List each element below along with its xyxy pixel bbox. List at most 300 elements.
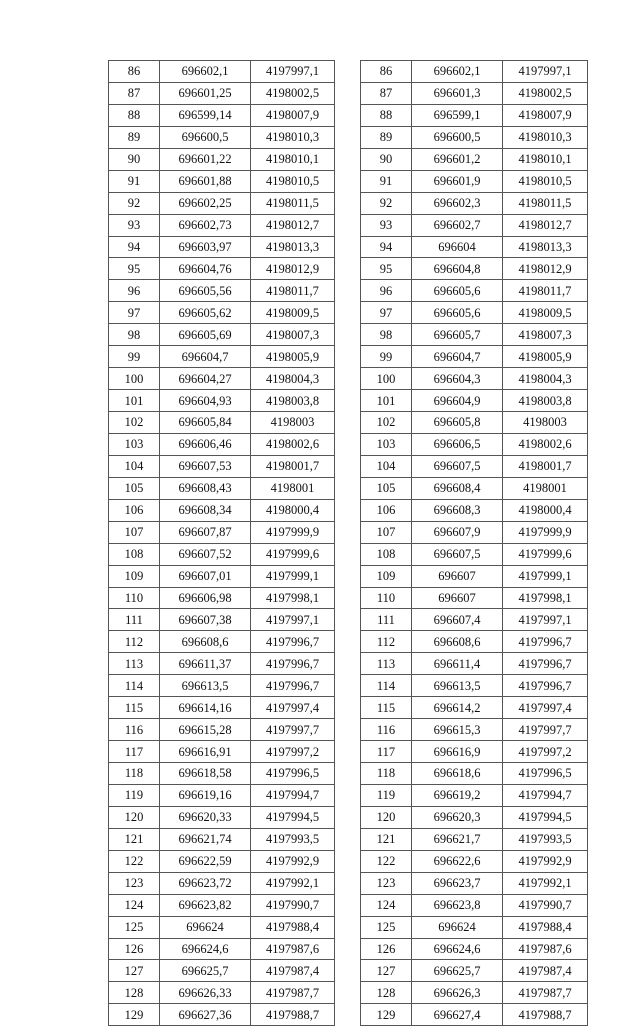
y-coordinate-cell: 4197997,1: [503, 61, 588, 83]
table-row: [109, 280, 335, 302]
point-number-cell: 87: [109, 82, 160, 104]
x-coordinate-cell: 696600,5: [160, 126, 251, 148]
point-number-cell: 93: [361, 214, 412, 236]
point-number-cell: 109: [109, 565, 160, 587]
point-number-cell: 128: [109, 982, 160, 1004]
point-number-cell: 108: [361, 543, 412, 565]
x-coordinate-cell: 696618,6: [412, 763, 503, 785]
point-number-cell: 106: [361, 499, 412, 521]
y-coordinate-cell: 4198002,6: [251, 433, 335, 455]
table-row: [361, 433, 588, 455]
x-coordinate-cell: 696605,8: [412, 412, 503, 434]
point-number-cell: 96: [361, 280, 412, 302]
table-row: [109, 719, 335, 741]
point-number-cell: 122: [109, 850, 160, 872]
y-coordinate-cell: 4197992,9: [251, 850, 335, 872]
x-coordinate-cell: 696605,6: [412, 302, 503, 324]
x-coordinate-cell: 696622,59: [160, 850, 251, 872]
y-coordinate-cell: 4197987,7: [503, 982, 588, 1004]
point-number-cell: 118: [109, 763, 160, 785]
x-coordinate-cell: 696604,7: [412, 346, 503, 368]
x-coordinate-cell: 696605,56: [160, 280, 251, 302]
table-row: [109, 346, 335, 368]
x-coordinate-cell: 696604,93: [160, 390, 251, 412]
point-number-cell: 93: [109, 214, 160, 236]
y-coordinate-cell: 4198012,7: [503, 214, 588, 236]
point-number-cell: 111: [361, 609, 412, 631]
y-coordinate-cell: 4198002,5: [251, 82, 335, 104]
y-coordinate-cell: 4198013,3: [503, 236, 588, 258]
x-coordinate-cell: 696605,84: [160, 412, 251, 434]
y-coordinate-cell: 4198000,4: [503, 499, 588, 521]
point-number-cell: 129: [361, 1004, 412, 1026]
point-number-cell: 121: [361, 828, 412, 850]
x-coordinate-cell: 696615,3: [412, 719, 503, 741]
x-coordinate-cell: 696608,6: [412, 631, 503, 653]
x-coordinate-cell: 696602,7: [412, 214, 503, 236]
y-coordinate-cell: 4198012,9: [251, 258, 335, 280]
x-coordinate-cell: 696607,5: [412, 455, 503, 477]
table-row: [109, 631, 335, 653]
x-coordinate-cell: 696608,3: [412, 499, 503, 521]
y-coordinate-cell: 4197999,9: [251, 521, 335, 543]
point-number-cell: 94: [361, 236, 412, 258]
x-coordinate-cell: 696627,4: [412, 1004, 503, 1026]
x-coordinate-cell: 696607: [412, 587, 503, 609]
x-coordinate-cell: 696605,69: [160, 324, 251, 346]
y-coordinate-cell: 4198013,3: [251, 236, 335, 258]
x-coordinate-cell: 696611,4: [412, 653, 503, 675]
point-number-cell: 107: [109, 521, 160, 543]
point-number-cell: 95: [109, 258, 160, 280]
table-row: [109, 1004, 335, 1026]
table-row: [109, 412, 335, 434]
x-coordinate-cell: 696602,73: [160, 214, 251, 236]
point-number-cell: 96: [109, 280, 160, 302]
y-coordinate-cell: 4198007,3: [503, 324, 588, 346]
table-row: [361, 543, 588, 565]
point-number-cell: 86: [109, 61, 160, 83]
y-coordinate-cell: 4197988,7: [503, 1004, 588, 1026]
coordinates-table-right: [360, 60, 588, 1026]
y-coordinate-cell: 4197998,1: [251, 587, 335, 609]
y-coordinate-cell: 4198001: [503, 477, 588, 499]
table-row: [109, 324, 335, 346]
y-coordinate-cell: 4197987,4: [503, 960, 588, 982]
y-coordinate-cell: 4198010,1: [503, 148, 588, 170]
y-coordinate-cell: 4197996,7: [251, 631, 335, 653]
x-coordinate-cell: 696626,3: [412, 982, 503, 1004]
x-coordinate-cell: 696607,9: [412, 521, 503, 543]
x-coordinate-cell: 696624: [160, 916, 251, 938]
x-coordinate-cell: 696603,97: [160, 236, 251, 258]
point-number-cell: 94: [109, 236, 160, 258]
table-row: [109, 82, 335, 104]
y-coordinate-cell: 4197999,6: [251, 543, 335, 565]
y-coordinate-cell: 4197997,4: [503, 697, 588, 719]
point-number-cell: 110: [109, 587, 160, 609]
y-coordinate-cell: 4198003,8: [251, 390, 335, 412]
x-coordinate-cell: 696614,16: [160, 697, 251, 719]
point-number-cell: 102: [109, 412, 160, 434]
point-number-cell: 113: [361, 653, 412, 675]
point-number-cell: 128: [361, 982, 412, 1004]
y-coordinate-cell: 4197992,9: [503, 850, 588, 872]
table-row: [109, 368, 335, 390]
x-coordinate-cell: 696601,2: [412, 148, 503, 170]
table-row: [361, 719, 588, 741]
coordinates-table-left-body: [109, 61, 335, 1026]
point-number-cell: 119: [109, 784, 160, 806]
table-row: [361, 258, 588, 280]
point-number-cell: 102: [361, 412, 412, 434]
point-number-cell: 129: [109, 1004, 160, 1026]
table-row: [109, 126, 335, 148]
table-row: [361, 850, 588, 872]
table-row: [109, 565, 335, 587]
y-coordinate-cell: 4198011,5: [251, 192, 335, 214]
table-row: [361, 741, 588, 763]
point-number-cell: 126: [361, 938, 412, 960]
y-coordinate-cell: 4197996,7: [251, 675, 335, 697]
point-number-cell: 106: [109, 499, 160, 521]
table-row: [109, 806, 335, 828]
y-coordinate-cell: 4197993,5: [251, 828, 335, 850]
x-coordinate-cell: 696602,1: [160, 61, 251, 83]
table-row: [361, 499, 588, 521]
x-coordinate-cell: 696599,14: [160, 104, 251, 126]
y-coordinate-cell: 4198009,5: [251, 302, 335, 324]
y-coordinate-cell: 4197994,5: [503, 806, 588, 828]
y-coordinate-cell: 4198001,7: [503, 455, 588, 477]
x-coordinate-cell: 696622,6: [412, 850, 503, 872]
y-coordinate-cell: 4197987,4: [251, 960, 335, 982]
y-coordinate-cell: 4198012,7: [251, 214, 335, 236]
x-coordinate-cell: 696607: [412, 565, 503, 587]
point-number-cell: 89: [361, 126, 412, 148]
table-row: [109, 916, 335, 938]
point-number-cell: 127: [361, 960, 412, 982]
table-row: [109, 894, 335, 916]
table-row: [361, 82, 588, 104]
x-coordinate-cell: 696626,33: [160, 982, 251, 1004]
y-coordinate-cell: 4197992,1: [503, 872, 588, 894]
x-coordinate-cell: 696623,8: [412, 894, 503, 916]
table-row: [109, 521, 335, 543]
point-number-cell: 116: [361, 719, 412, 741]
x-coordinate-cell: 696619,2: [412, 784, 503, 806]
y-coordinate-cell: 4197999,6: [503, 543, 588, 565]
point-number-cell: 116: [109, 719, 160, 741]
y-coordinate-cell: 4197990,7: [251, 894, 335, 916]
table-row: [361, 587, 588, 609]
point-number-cell: 107: [361, 521, 412, 543]
y-coordinate-cell: 4197996,7: [503, 631, 588, 653]
table-row: [109, 214, 335, 236]
table-row: [361, 697, 588, 719]
table-row: [361, 675, 588, 697]
point-number-cell: 105: [109, 477, 160, 499]
y-coordinate-cell: 4197990,7: [503, 894, 588, 916]
y-coordinate-cell: 4198000,4: [251, 499, 335, 521]
y-coordinate-cell: 4197994,5: [251, 806, 335, 828]
x-coordinate-cell: 696607,53: [160, 455, 251, 477]
coordinates-table-right-body: [361, 61, 588, 1026]
y-coordinate-cell: 4197999,9: [503, 521, 588, 543]
x-coordinate-cell: 696608,34: [160, 499, 251, 521]
point-number-cell: 109: [361, 565, 412, 587]
x-coordinate-cell: 696606,98: [160, 587, 251, 609]
y-coordinate-cell: 4197997,4: [251, 697, 335, 719]
table-row: [361, 368, 588, 390]
y-coordinate-cell: 4198001,7: [251, 455, 335, 477]
x-coordinate-cell: 696601,25: [160, 82, 251, 104]
x-coordinate-cell: 696604: [412, 236, 503, 258]
point-number-cell: 120: [109, 806, 160, 828]
x-coordinate-cell: 696624: [412, 916, 503, 938]
y-coordinate-cell: 4198010,5: [251, 170, 335, 192]
x-coordinate-cell: 696604,3: [412, 368, 503, 390]
point-number-cell: 115: [361, 697, 412, 719]
y-coordinate-cell: 4198001: [251, 477, 335, 499]
x-coordinate-cell: 696602,25: [160, 192, 251, 214]
table-row: [109, 697, 335, 719]
table-row: [109, 236, 335, 258]
table-row: [361, 784, 588, 806]
table-row: [361, 390, 588, 412]
x-coordinate-cell: 696604,8: [412, 258, 503, 280]
point-number-cell: 126: [109, 938, 160, 960]
x-coordinate-cell: 696605,62: [160, 302, 251, 324]
x-coordinate-cell: 696613,5: [412, 675, 503, 697]
table-row: [109, 477, 335, 499]
x-coordinate-cell: 696613,5: [160, 675, 251, 697]
point-number-cell: 124: [109, 894, 160, 916]
point-number-cell: 104: [361, 455, 412, 477]
y-coordinate-cell: 4198004,3: [503, 368, 588, 390]
y-coordinate-cell: 4197997,2: [251, 741, 335, 763]
point-number-cell: 118: [361, 763, 412, 785]
y-coordinate-cell: 4197994,7: [503, 784, 588, 806]
y-coordinate-cell: 4197987,7: [251, 982, 335, 1004]
x-coordinate-cell: 696620,33: [160, 806, 251, 828]
point-number-cell: 87: [361, 82, 412, 104]
point-number-cell: 103: [109, 433, 160, 455]
table-row: [109, 499, 335, 521]
table-row: [361, 609, 588, 631]
y-coordinate-cell: 4197998,1: [503, 587, 588, 609]
x-coordinate-cell: 696623,72: [160, 872, 251, 894]
x-coordinate-cell: 696607,4: [412, 609, 503, 631]
x-coordinate-cell: 696607,87: [160, 521, 251, 543]
y-coordinate-cell: 4197997,7: [251, 719, 335, 741]
point-number-cell: 117: [361, 741, 412, 763]
point-number-cell: 103: [361, 433, 412, 455]
point-number-cell: 90: [361, 148, 412, 170]
y-coordinate-cell: 4198005,9: [251, 346, 335, 368]
point-number-cell: 92: [361, 192, 412, 214]
table-row: [361, 346, 588, 368]
table-row: [109, 872, 335, 894]
x-coordinate-cell: 696601,3: [412, 82, 503, 104]
table-row: [361, 280, 588, 302]
x-coordinate-cell: 696607,01: [160, 565, 251, 587]
table-row: [109, 455, 335, 477]
point-number-cell: 88: [109, 104, 160, 126]
table-row: [361, 302, 588, 324]
y-coordinate-cell: 4197997,1: [503, 609, 588, 631]
x-coordinate-cell: 696608,6: [160, 631, 251, 653]
x-coordinate-cell: 696601,88: [160, 170, 251, 192]
x-coordinate-cell: 696624,6: [412, 938, 503, 960]
y-coordinate-cell: 4197988,4: [251, 916, 335, 938]
point-number-cell: 92: [109, 192, 160, 214]
table-row: [361, 170, 588, 192]
x-coordinate-cell: 696608,43: [160, 477, 251, 499]
table-row: [361, 565, 588, 587]
table-row: [109, 938, 335, 960]
point-number-cell: 113: [109, 653, 160, 675]
table-row: [361, 960, 588, 982]
point-number-cell: 122: [361, 850, 412, 872]
point-number-cell: 97: [361, 302, 412, 324]
table-row: [109, 828, 335, 850]
x-coordinate-cell: 696601,22: [160, 148, 251, 170]
table-row: [109, 982, 335, 1004]
x-coordinate-cell: 696602,3: [412, 192, 503, 214]
x-coordinate-cell: 696623,82: [160, 894, 251, 916]
point-number-cell: 117: [109, 741, 160, 763]
y-coordinate-cell: 4197996,5: [503, 763, 588, 785]
x-coordinate-cell: 696621,7: [412, 828, 503, 850]
x-coordinate-cell: 696627,36: [160, 1004, 251, 1026]
table-row: [361, 763, 588, 785]
table-row: [109, 675, 335, 697]
table-row: [361, 938, 588, 960]
y-coordinate-cell: 4197999,1: [503, 565, 588, 587]
table-row: [361, 104, 588, 126]
x-coordinate-cell: 696602,1: [412, 61, 503, 83]
point-number-cell: 123: [109, 872, 160, 894]
x-coordinate-cell: 696615,28: [160, 719, 251, 741]
y-coordinate-cell: 4198010,3: [251, 126, 335, 148]
y-coordinate-cell: 4197996,7: [503, 653, 588, 675]
table-row: [361, 982, 588, 1004]
x-coordinate-cell: 696604,7: [160, 346, 251, 368]
table-row: [361, 916, 588, 938]
y-coordinate-cell: 4198011,7: [503, 280, 588, 302]
x-coordinate-cell: 696611,37: [160, 653, 251, 675]
x-coordinate-cell: 696614,2: [412, 697, 503, 719]
point-number-cell: 121: [109, 828, 160, 850]
y-coordinate-cell: 4197997,1: [251, 61, 335, 83]
x-coordinate-cell: 696607,38: [160, 609, 251, 631]
x-coordinate-cell: 696625,7: [412, 960, 503, 982]
point-number-cell: 91: [109, 170, 160, 192]
x-coordinate-cell: 696616,9: [412, 741, 503, 763]
y-coordinate-cell: 4198009,5: [503, 302, 588, 324]
y-coordinate-cell: 4198003: [503, 412, 588, 434]
y-coordinate-cell: 4197993,5: [503, 828, 588, 850]
table-row: [109, 960, 335, 982]
x-coordinate-cell: 696620,3: [412, 806, 503, 828]
table-row: [109, 741, 335, 763]
point-number-cell: 111: [109, 609, 160, 631]
table-row: [109, 258, 335, 280]
point-number-cell: 91: [361, 170, 412, 192]
y-coordinate-cell: 4197997,1: [251, 609, 335, 631]
x-coordinate-cell: 696623,7: [412, 872, 503, 894]
point-number-cell: 105: [361, 477, 412, 499]
x-coordinate-cell: 696624,6: [160, 938, 251, 960]
x-coordinate-cell: 696599,1: [412, 104, 503, 126]
x-coordinate-cell: 696604,27: [160, 368, 251, 390]
x-coordinate-cell: 696625,7: [160, 960, 251, 982]
y-coordinate-cell: 4197997,7: [503, 719, 588, 741]
y-coordinate-cell: 4197997,2: [503, 741, 588, 763]
table-row: [361, 894, 588, 916]
table-row: [109, 543, 335, 565]
table-row: [109, 609, 335, 631]
x-coordinate-cell: 696605,7: [412, 324, 503, 346]
point-number-cell: 125: [109, 916, 160, 938]
x-coordinate-cell: 696606,5: [412, 433, 503, 455]
y-coordinate-cell: 4198010,1: [251, 148, 335, 170]
table-row: [361, 148, 588, 170]
point-number-cell: 90: [109, 148, 160, 170]
y-coordinate-cell: 4198005,9: [503, 346, 588, 368]
table-row: [361, 828, 588, 850]
y-coordinate-cell: 4198007,3: [251, 324, 335, 346]
x-coordinate-cell: 696600,5: [412, 126, 503, 148]
table-row: [361, 521, 588, 543]
x-coordinate-cell: 696616,91: [160, 741, 251, 763]
point-number-cell: 89: [109, 126, 160, 148]
table-row: [109, 148, 335, 170]
table-row: [361, 324, 588, 346]
y-coordinate-cell: 4197987,6: [503, 938, 588, 960]
point-number-cell: 114: [361, 675, 412, 697]
y-coordinate-cell: 4197992,1: [251, 872, 335, 894]
point-number-cell: 119: [361, 784, 412, 806]
table-row: [361, 412, 588, 434]
x-coordinate-cell: 696618,58: [160, 763, 251, 785]
table-row: [361, 653, 588, 675]
table-row: [109, 302, 335, 324]
table-row: [361, 192, 588, 214]
point-number-cell: 99: [109, 346, 160, 368]
point-number-cell: 101: [109, 390, 160, 412]
point-number-cell: 127: [109, 960, 160, 982]
y-coordinate-cell: 4197996,7: [503, 675, 588, 697]
table-row: [361, 1004, 588, 1026]
table-row: [361, 631, 588, 653]
table-row: [109, 192, 335, 214]
y-coordinate-cell: 4198007,9: [251, 104, 335, 126]
x-coordinate-cell: 696608,4: [412, 477, 503, 499]
point-number-cell: 88: [361, 104, 412, 126]
table-row: [109, 784, 335, 806]
table-row: [109, 104, 335, 126]
y-coordinate-cell: 4198010,3: [503, 126, 588, 148]
y-coordinate-cell: 4197994,7: [251, 784, 335, 806]
table-row: [361, 477, 588, 499]
table-row: [361, 806, 588, 828]
table-row: [109, 653, 335, 675]
point-number-cell: 98: [109, 324, 160, 346]
point-number-cell: 108: [109, 543, 160, 565]
table-row: [109, 850, 335, 872]
